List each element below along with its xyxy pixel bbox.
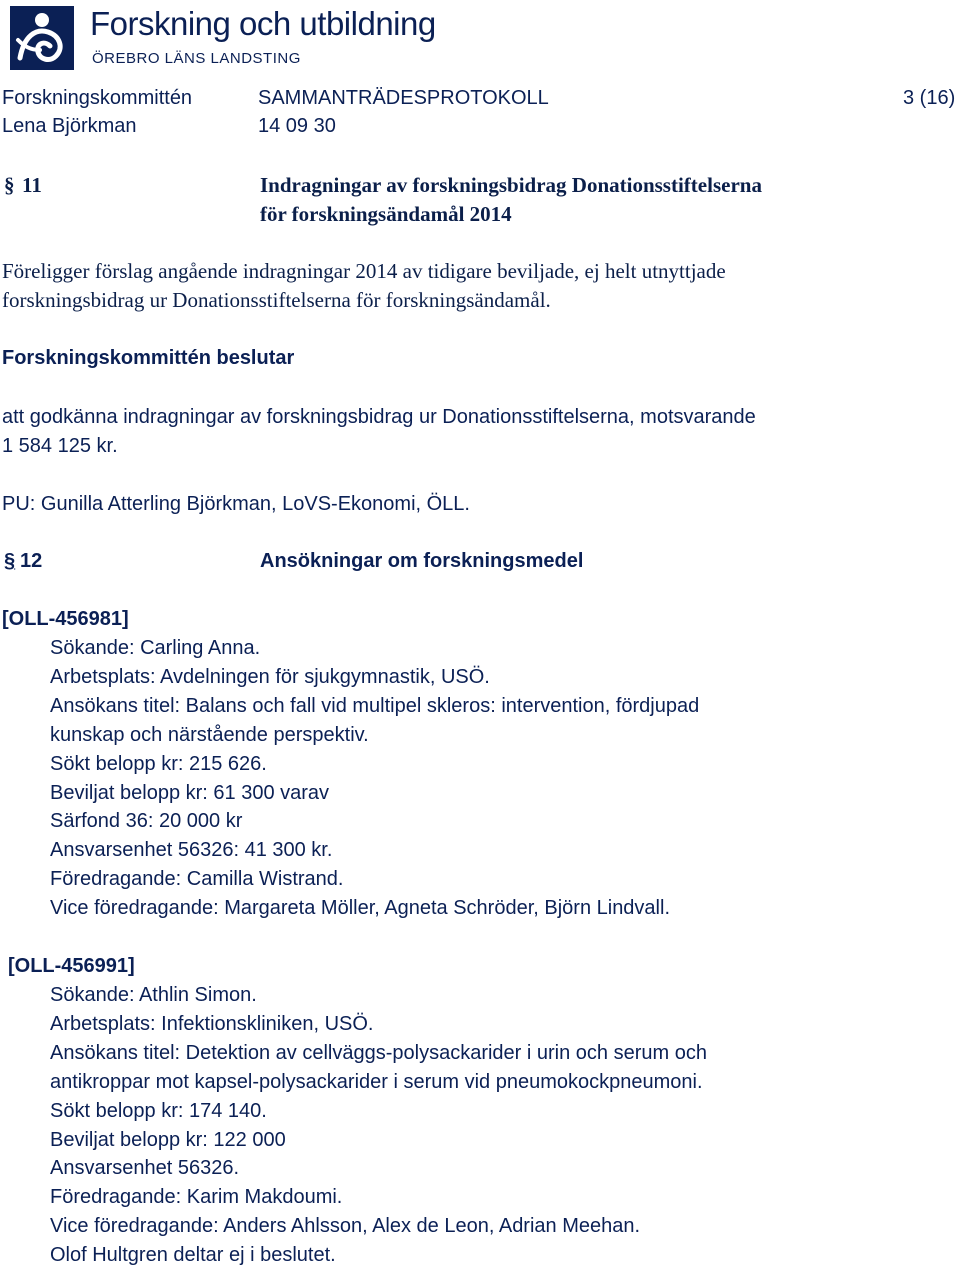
responsible-unit-line: Ansvarsenhet 56326. [50,1157,240,1180]
applicant-line: Sökande: Athlin Simon. [50,984,257,1006]
presenter-line: Föredragande: Camilla Wistrand. [50,868,344,891]
responsible-unit-line: Ansvarsenhet 56326: 41 300 kr. [50,839,333,862]
presenter-line: Föredragande: Karim Makdoumi. [50,1186,343,1209]
decision-heading: Forskningskommittén beslutar [2,347,295,369]
committee-name: Forskningskommittén [2,87,193,109]
page-number: 3 (16) [903,87,956,109]
application-details [50,634,950,923]
granted-amount-line: Beviljat belopp kr: 122 000 [50,1128,286,1151]
vice-presenter-line: Vice föredragande: Margareta Möller, Agneta Schröder, Björn Lindvall. [50,897,670,920]
title-line: Ansökans titel: Balans och fall vid multipel skleros: intervention, fördjupad [50,694,700,717]
applicant-line: Sökande: Carling Anna. [50,637,261,659]
intro-text-continued: forskningsbidrag ur Donationsstiftelserna för forskningsändamål. [2,288,551,312]
pu-text: PU: Gunilla Atterling Björkman, LoVS-Ekonomi, ÖLL. [2,493,470,515]
intro-text: Föreligger förslag angående indragningar 2014 av tidigare beviljade, ej helt utnyttjade [2,259,726,283]
document-type: SAMMANTRÄDESPROTOKOLL [258,87,549,109]
section-symbol: § [4,550,16,572]
application-details [50,981,950,1270]
vice-presenter-line: Vice föredragande: Anders Ahlsson, Alex de Leon, Adrian Meehan. [50,1215,641,1238]
requested-amount-line: Sökt belopp kr: 174 140. [50,1099,267,1122]
application-id: [OLL-456981] [2,608,129,630]
title-line: Ansökans titel: Detektion av cellväggs-polysackarider i urin och serum och [50,1041,707,1064]
section-title: Indragningar av forskningsbidrag Donationsstiftelserna [260,173,762,197]
author-name: Lena Björkman [2,115,137,137]
recusal-note-line: Olof Hultgren deltar ej i beslutet. [50,1244,336,1267]
title-line-continued: kunskap och närstående perspektiv. [50,723,369,746]
requested-amount-line: Sökt belopp kr: 215 626. [50,752,267,775]
section-symbol: § [4,173,15,197]
logo-graphic [10,6,74,70]
granted-amount-line: Beviljat belopp kr: 61 300 varav [50,781,330,804]
brand-subtitle: ÖREBRO LÄNS LANDSTING [92,50,301,67]
decision-text: att godkänna indragningar av forskningsbidrag ur Donationsstiftelserna, motsvarande [2,406,756,428]
title-line-continued: antikroppar mot kapsel-polysackarider i serum vid pneumokockpneumoni. [50,1070,703,1093]
workplace-line: Arbetsplats: Avdelningen för sjukgymnastik, USÖ. [50,665,490,688]
brand-title: Forskning och utbildning [90,5,436,42]
decision-amount: 1 584 125 kr. [2,435,118,457]
special-fund-line: Särfond 36: 20 000 kr [50,810,243,833]
section-title-continued: för forskningsändamål 2014 [260,202,512,226]
workplace-line: Arbetsplats: Infektionskliniken, USÖ. [50,1012,374,1035]
document-date: 14 09 30 [258,115,336,137]
section-number: 11 [22,173,42,197]
section-title: Ansökningar om forskningsmedel [260,550,584,572]
section-number: 12 [20,550,43,572]
application-id: [OLL-456991] [8,955,135,977]
